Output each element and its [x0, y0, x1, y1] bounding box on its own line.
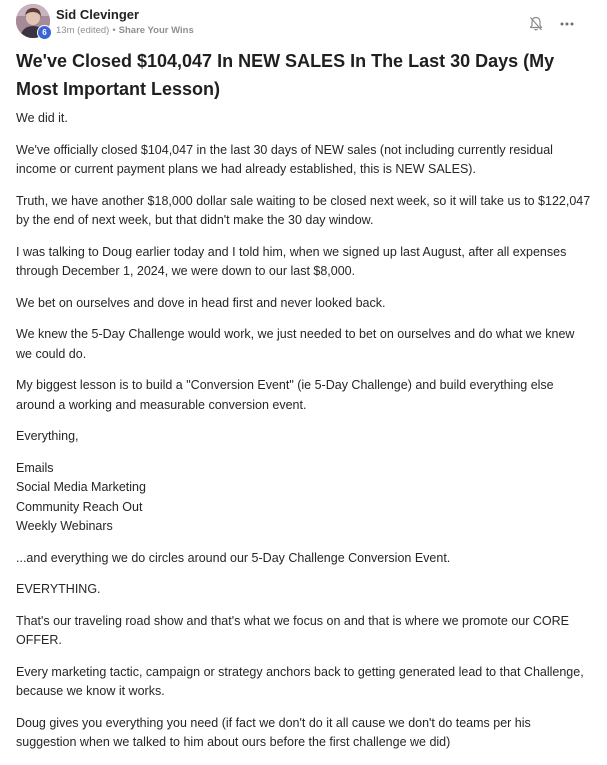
- list-item: Community Reach Out: [16, 499, 143, 514]
- post-header: [16, 4, 591, 38]
- post-paragraph: I was talking to Doug earlier today and I told him, when we signed up last August, after all expenses through December 1, 2024, we were down to our last $8,000.: [16, 244, 567, 278]
- post-paragraph: We did it.: [16, 111, 68, 125]
- marketing-list: [16, 459, 591, 537]
- list-item: Emails: [16, 460, 54, 475]
- post-paragraph: Everything,: [16, 429, 79, 443]
- more-horizontal-icon[interactable]: [559, 16, 575, 32]
- post-category[interactable]: Share Your Wins: [118, 25, 194, 36]
- author-name[interactable]: Sid Clevinger: [56, 7, 140, 22]
- post-paragraph: We've officially closed $104,047 in the last 30 days of NEW sales (not including currently residual income or current payment plans we had already established, this is NEW SALES).: [16, 142, 553, 176]
- post-timestamp[interactable]: 13m (edited): [56, 25, 110, 36]
- post-paragraph: Doug gives you everything you need (if fact we don't do it all cause we don't do teams per his suggestion when we talked to him about ours before the first challenge we did): [16, 715, 531, 749]
- post-paragraph: We bet on ourselves and dove in head first and never looked back.: [16, 295, 386, 310]
- post-body: [16, 109, 591, 765]
- bell-off-icon[interactable]: [529, 16, 543, 32]
- post-paragraph: ...and everything we do circles around our 5-Day Challenge Conversion Event.: [16, 550, 451, 565]
- meta-separator: •: [112, 25, 116, 36]
- post-paragraph: Truth, we have another $18,000 dollar sale waiting to be closed next week, so it will take us to $122,047 by the end of next week, but that didn't make the 30 day window.: [16, 193, 591, 227]
- post-paragraph: We knew the 5-Day Challenge would work, we just needed to bet on ourselves and do what we knew we could do.: [16, 327, 575, 361]
- list-item: Weekly Webinars: [16, 519, 113, 533]
- level-badge: 6: [37, 25, 52, 40]
- post-title: We've Closed $104,047 In NEW SALES In The Last 30 Days (My Most Important Lesson): [16, 51, 555, 99]
- avatar[interactable]: [16, 4, 50, 38]
- post-paragraph: Every marketing tactic, campaign or strategy anchors back to getting generated lead to that Challenge, because we know it works.: [16, 664, 584, 698]
- post-paragraph: EVERYTHING.: [16, 582, 101, 596]
- post-paragraph: My biggest lesson is to build a "Conversion Event" (ie 5-Day Challenge) and build everything else around a working and measurable conversion event.: [16, 378, 554, 412]
- list-item: Social Media Marketing: [16, 480, 146, 494]
- post-paragraph: That's our traveling road show and that's what we focus on and that is where we promote our CORE OFFER.: [16, 613, 569, 647]
- post-meta: [56, 25, 194, 37]
